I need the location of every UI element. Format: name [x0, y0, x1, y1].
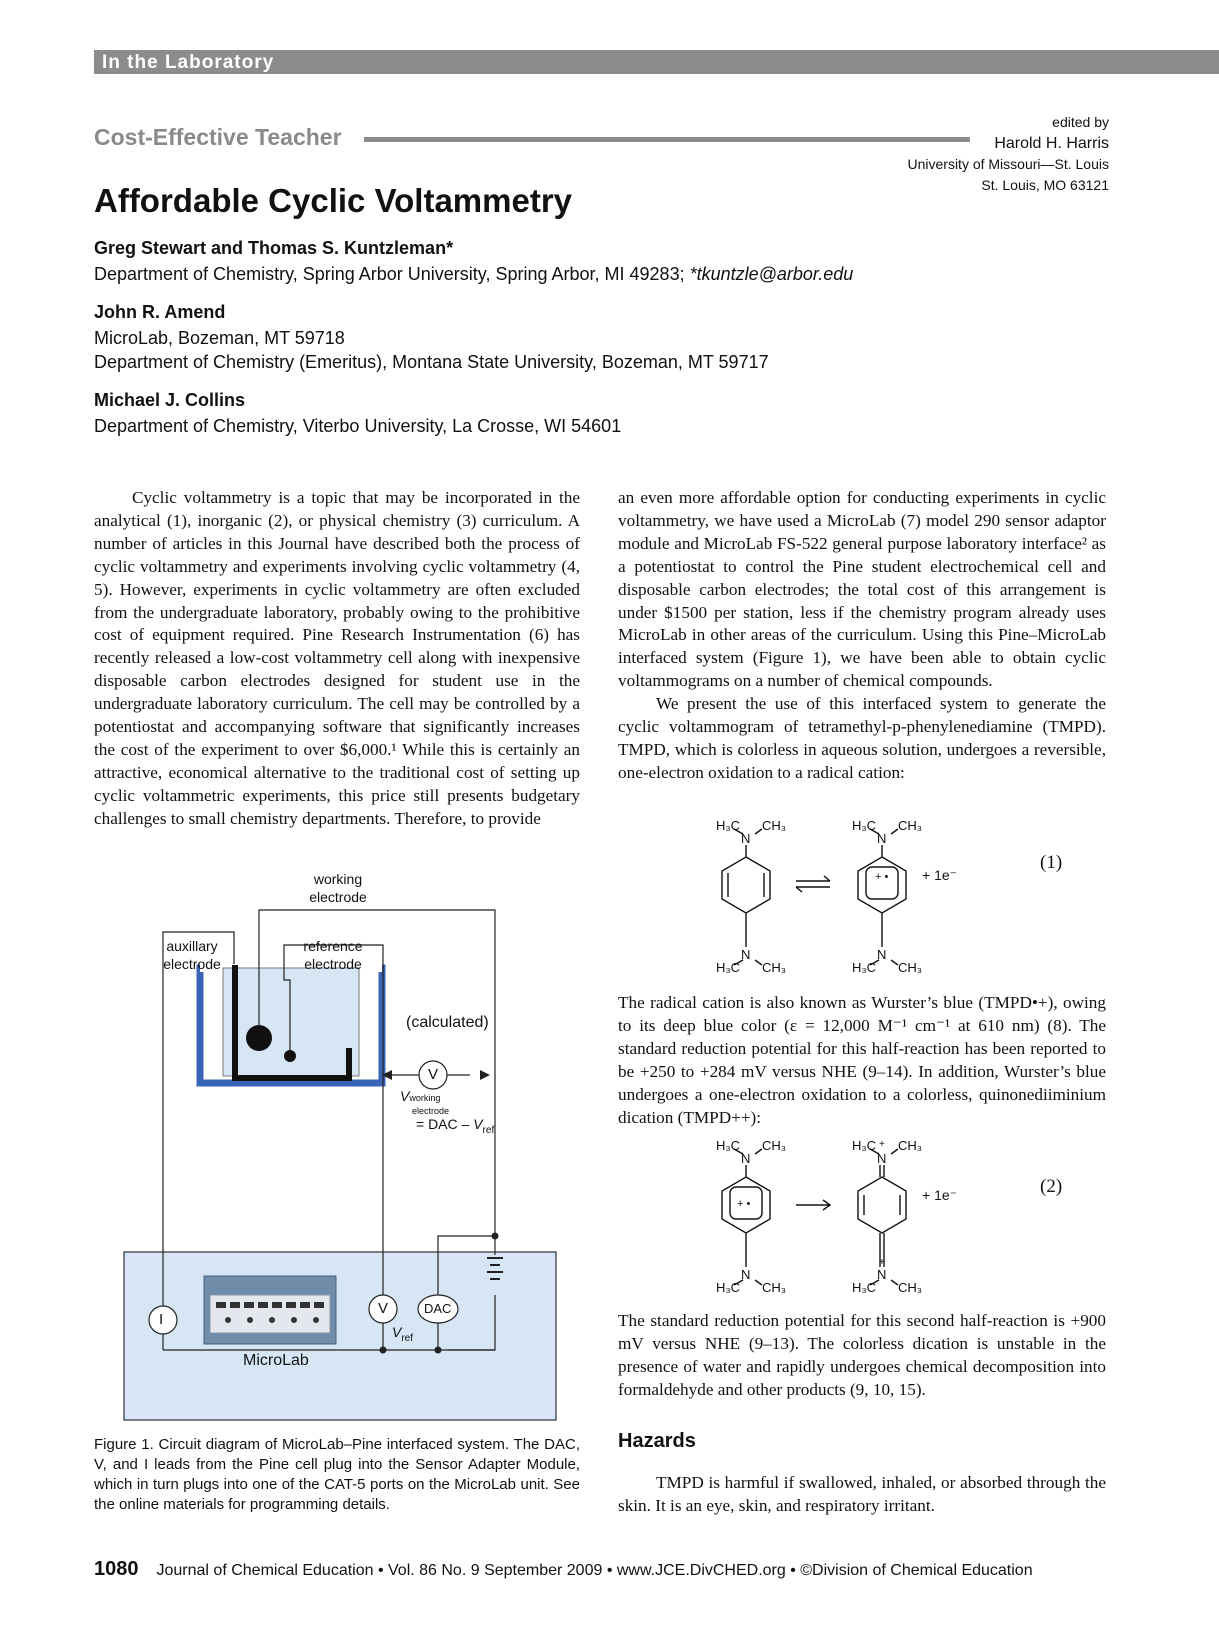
hazards-heading: Hazards — [618, 1430, 696, 1452]
body-column-right-mid — [618, 992, 1106, 1129]
label-auxillary-text: auxillary — [166, 938, 218, 954]
equation-2 — [690, 1135, 1120, 1295]
eq2-ch3-left-bottom: CH₃ — [762, 1280, 787, 1295]
circle-v-calculated: V — [428, 1066, 439, 1083]
vworking-sub2: electrode — [412, 1106, 450, 1116]
label-auxillary-electrode-text: electrode — [163, 956, 221, 972]
affiliation-2b: Department of Chemistry (Emeritus), Montana State University, Bozeman, MT 59717 — [94, 352, 769, 372]
label-reference-electrode — [293, 937, 373, 973]
eq1-n-right-bottom: N — [877, 947, 887, 962]
eq2-me-right-bottom: H₃C — [852, 1280, 877, 1295]
eq1-electron: + 1e⁻ — [922, 867, 958, 883]
equation-1 — [690, 815, 1120, 975]
editor-address: St. Louis, MO 63121 — [981, 177, 1109, 193]
paragraph-second-half-reaction: The standard reduction potential for this second half-reaction is +900 mV versus NHE (9–13). The colorless dication is unstable in the presence of water and rapidly undergoes chemical decomposition into formaldehyde and other products (9, 10, 15). — [618, 1311, 1106, 1399]
author-2: John R. Amend — [94, 302, 226, 322]
author-1: Greg Stewart and Thomas S. Kuntzleman* — [94, 238, 454, 258]
label-reference-text: reference — [303, 938, 363, 954]
eq1-me-left-top: H₃C — [716, 818, 741, 833]
label-working-electrode-text: electrode — [309, 889, 367, 905]
eq2-electron: + 1e⁻ — [922, 1187, 958, 1203]
reference-electrode-tip — [284, 1050, 296, 1062]
vworking-sub1: working — [409, 1093, 441, 1103]
body-column-left — [94, 487, 580, 831]
page-number: 1080 — [94, 1558, 139, 1580]
eq2-n-left-top: N — [741, 1151, 751, 1166]
paragraph-hazards: TMPD is harmful if swallowed, inhaled, or absorbed through the skin. It is an eye, skin, and respiratory irritant. — [618, 1473, 1106, 1515]
vworking-v: V — [400, 1088, 410, 1104]
paragraph-tmpd: We present the use of this interfaced system to generate the cyclic voltammogram of tetramethyl-p-phenylenediamine (TMPD). TMPD, which is colorless in aqueous solution, undergoes a reversible, one-electron oxidation to a radical cation: — [618, 694, 1106, 782]
paragraph-continued: an even more affordable option for conducting experiments in cyclic voltammetry, we have used a MicroLab (7) model 290 sensor adaptor module and MicroLab FS-522 general purpose laboratory interface² as a potentiostat to control the Pine student electrochemical cell and disposable carbon electrodes; the total cost of this arrangement is under $1500 per station, less if the chemistry program already uses MicroLab in other areas of the curriculum. Using this Pine–MicroLab interfaced system (Figure 1), we have been able to obtain cyclic voltammograms on a number of chemical compounds. — [618, 488, 1106, 691]
affiliation-3: Department of Chemistry, Viterbo University, La Crosse, WI 54601 — [94, 416, 622, 436]
editor-name: Harold H. Harris — [994, 135, 1109, 152]
microlab-box — [124, 1252, 556, 1420]
eq1-n-left-bottom: N — [741, 947, 751, 962]
eq2-me-left-bottom: H₃C — [716, 1280, 741, 1295]
vref-v: V — [392, 1324, 402, 1340]
figure-1-circuit — [120, 900, 560, 1425]
eq1-ch3-right-bottom: CH₃ — [898, 960, 923, 975]
label-vworking — [400, 1088, 450, 1117]
journal-citation: Journal of Chemical Education • Vol. 86 No. 9 September 2009 • www.JCE.DivCHED.org • ©Division of Chemical Education — [156, 1562, 1033, 1579]
eq1-me-right-top: H₃C — [852, 818, 877, 833]
eq1-n-right-top: N — [877, 831, 887, 846]
hazards-body — [618, 1472, 1106, 1518]
eq2-ch3-left-top: CH₃ — [762, 1138, 787, 1153]
vref-sub: ref — [401, 1332, 414, 1344]
formula-vref: V — [473, 1116, 483, 1132]
section-label: In the Laboratory — [102, 52, 275, 73]
article-title: Affordable Cyclic Voltammetry — [94, 182, 573, 219]
eq1-me-right-bottom: H₃C — [852, 960, 877, 975]
label-working-text: working — [313, 871, 363, 887]
section-bar — [94, 50, 1219, 74]
equation-1-number: (1) — [1040, 852, 1063, 873]
paragraph-intro: Cyclic voltammetry is a topic that may be incorporated in the analytical (1), inorganic (2), or physical chemistry (3) curriculum. A number of articles in this Journal have described both the process of cyclic voltammetry and experiments involving cyclic voltammetry (4, 5). However, experiments in cyclic voltammetry are often excluded from the undergraduate laboratory, probably owing to the prohibitive cost of equipment required. Pine Research Instrumentation (6) has recently released a low-cost voltammetry cell along with inexpensive disposable carbon electrodes designed for student use in the undergraduate laboratory curriculum. The cell may be controlled by a potentiostat and accompanying software that significantly increases the cost of the experiment to over $6,000.¹ While this is certainly an attractive, economical alternative to the traditional cost of setting up cyclic voltammetric experiments, this price still presents budgetary challenges to small chemistry departments. Therefore, to provide — [94, 488, 580, 828]
eq2-n-right-top: N — [877, 1151, 887, 1166]
eq2-n-left-bottom: N — [741, 1267, 751, 1282]
label-calculated: (calculated) — [406, 1014, 489, 1031]
affiliation-1 — [94, 262, 853, 286]
circle-dac: DAC — [424, 1301, 452, 1316]
label-auxillary-electrode — [152, 937, 232, 973]
column-rule — [364, 137, 970, 142]
eq1-ch3-left-top: CH₃ — [762, 818, 787, 833]
footer — [94, 1558, 1033, 1581]
label-formula — [416, 1116, 494, 1136]
label-microlab: MicroLab — [243, 1352, 309, 1369]
equation-2-number: (2) — [1040, 1176, 1063, 1197]
editor-affiliation: University of Missouri—St. Louis — [907, 156, 1109, 172]
figure-1-caption: Figure 1. Circuit diagram of MicroLab–Pine interfaced system. The DAC, V, and I leads from the Pine cell plug into the Sensor Adapter Module, which in turn plugs into one of the CAT-5 ports on the MicroLab unit. See the online materials for programming details. — [94, 1436, 580, 1513]
author-3: Michael J. Collins — [94, 390, 246, 410]
body-column-right-top — [618, 487, 1106, 785]
editor-block — [907, 112, 1109, 196]
affiliation-2a: MicroLab, Bozeman, MT 59718 — [94, 328, 345, 348]
eq1-ch3-right-top: CH₃ — [898, 818, 923, 833]
author-email[interactable]: *tkuntzle@arbor.edu — [689, 264, 854, 284]
column-name: Cost-Effective Teacher — [94, 124, 342, 150]
label-reference-electrode-text: electrode — [304, 956, 362, 972]
body-column-right-bottom — [618, 1310, 1106, 1402]
formula-prefix: = DAC – — [416, 1116, 474, 1132]
svg-text:+ •: + • — [875, 871, 889, 883]
eq2-me-left-top: H₃C — [716, 1138, 741, 1153]
affiliation-1-text: Department of Chemistry, Spring Arbor University, Spring Arbor, MI 49283; — [94, 264, 690, 284]
formula-ref-sub: ref — [482, 1124, 495, 1136]
edited-by: edited by — [1052, 114, 1109, 130]
eq1-ch3-left-bottom: CH₃ — [762, 960, 787, 975]
eq2-ch3-right-bottom: CH₃ — [898, 1280, 923, 1295]
svg-text:+: + — [879, 1139, 885, 1150]
svg-text:+ •: + • — [737, 1198, 751, 1210]
label-working-electrode — [298, 870, 378, 906]
eq2-ch3-right-top: CH₃ — [898, 1138, 923, 1153]
paragraph-wursters-blue: The radical cation is also known as Wurster’s blue (TMPD•+), owing to its deep blue color (ε = 12,000 M⁻¹ cm⁻¹ at 610 nm) (8). The standard reduction potential for this half-reaction has been reported to be +250 to +284 mV versus NHE (9–14). In addition, Wurster’s blue undergoes a one-electron oxidation to a colorless, quinonediiminium dication (TMPD++): — [618, 993, 1106, 1127]
eq2-n-right-bottom: N — [877, 1267, 887, 1282]
circle-v: V — [378, 1300, 389, 1317]
svg-text:+: + — [879, 1257, 885, 1268]
eq1-me-left-bottom: H₃C — [716, 960, 741, 975]
eq1-n-left-top: N — [741, 831, 751, 846]
label-vref — [392, 1324, 413, 1344]
eq2-me-right-top: H₃C — [852, 1138, 877, 1153]
working-electrode-tip — [246, 1025, 272, 1051]
circle-i: I — [159, 1311, 164, 1328]
